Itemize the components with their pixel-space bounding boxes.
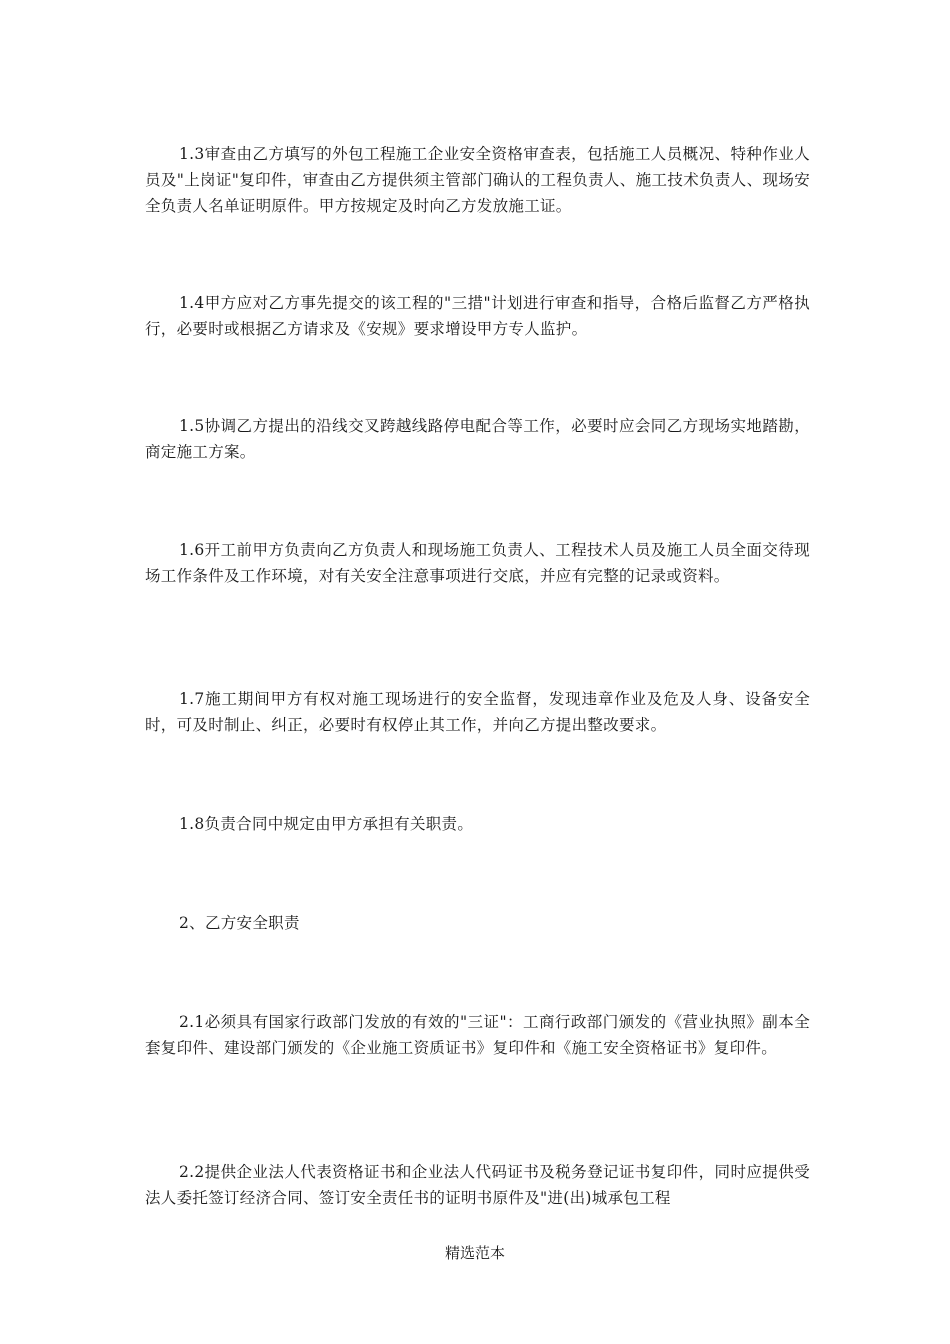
page-footer: 精选范本	[444, 1244, 505, 1262]
paragraph-1-4: 1.4甲方应对乙方事先提交的该工程的"三措"计划进行审查和指导，合格后监督乙方严格执行，必要时或根据乙方请求及《安规》要求增设甲方专人监护。	[145, 294, 810, 338]
paragraph-1-3: 1.3审查由乙方填写的外包工程施工企业安全资格审查表，包括施工人员概况、特种作业人员及"上岗证"复印件，审查由乙方提供须主管部门确认的工程负责人、施工技术负责人、现场安全负责人名单证明原件。甲方按规定及时向乙方发放施工证。	[145, 145, 810, 215]
paragraph-2-2: 2.2提供企业法人代表资格证书和企业法人代码证书及税务登记证书复印件，同时应提供受法人委托签订经济合同、签订安全责任书的证明书原件及"进(出)城承包工程	[145, 1163, 810, 1207]
paragraph-1-6: 1.6开工前甲方负责向乙方负责人和现场施工负责人、工程技术人员及施工人员全面交待现场工作条件及工作环境，对有关安全注意事项进行交底，并应有完整的记录或资料。	[145, 541, 810, 585]
paragraph-1-5: 1.5协调乙方提出的沿线交叉跨越线路停电配合等工作，必要时应会同乙方现场实地踏勘，商定施工方案。	[145, 417, 810, 461]
paragraph-1-8: 1.8负责合同中规定由甲方承担有关职责。	[179, 815, 474, 833]
paragraph-2-1: 2.1必须具有国家行政部门发放的有效的"三证"：工商行政部门颁发的《营业执照》副本全套复印件、建设部门颁发的《企业施工资质证书》复印件和《施工安全资格证书》复印件。	[145, 1013, 810, 1057]
paragraph-1-7: 1.7施工期间甲方有权对施工现场进行的安全监督，发现违章作业及危及人身、设备安全时，可及时制止、纠正，必要时有权停止其工作，并向乙方提出整改要求。	[145, 690, 810, 734]
section-heading-2: 2、乙方安全职责	[179, 914, 300, 932]
